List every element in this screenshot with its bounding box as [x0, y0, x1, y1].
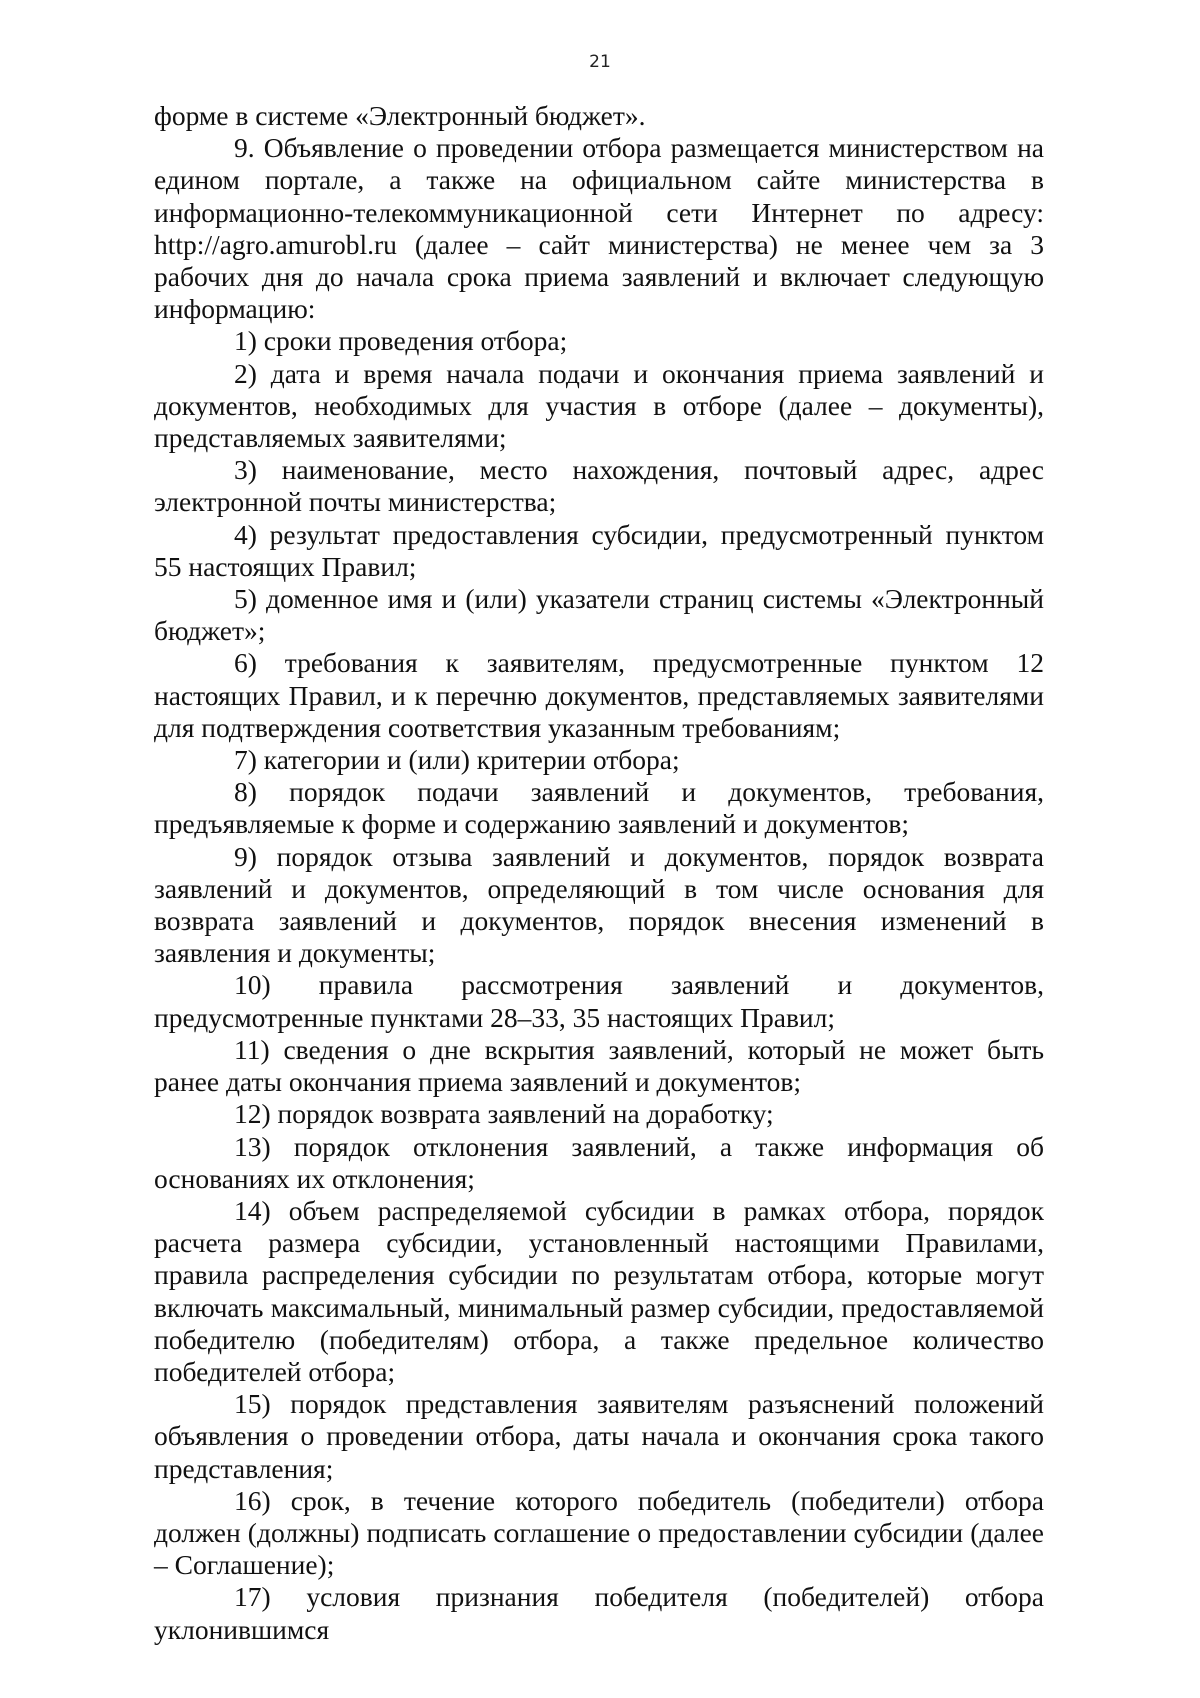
list-item-7: 7) категории и (или) критерии отбора; — [234, 744, 680, 776]
list-item-16: 16) срок, в течение которого победитель (победители) отбора должен (должны) подписать соглашение о предоставлении субсидии (далее – Соглашение); — [154, 1484, 1044, 1581]
list-item-17: 17) условия признания победителя (победителей) отбора уклонившимся — [154, 1581, 1044, 1645]
page-number: 21 — [589, 52, 611, 72]
list-item-6: 6) требования к заявителям, предусмотренные пунктом 12 настоящих Правил, и к перечню документов, представляемых заявителями для подтверждения соответствия указанным требованиям; — [154, 647, 1044, 743]
list-item-1: 1) сроки проведения отбора; — [234, 325, 568, 357]
list-item-4: 4) результат предоставления субсидии, предусмотренный пунктом 55 настоящих Правил; — [154, 518, 1044, 582]
list-item-12: 12) порядок возврата заявлений на доработку; — [234, 1098, 774, 1130]
list-item-8: 8) порядок подачи заявлений и документов, требования, предъявляемые к форме и содержанию заявлений и документов; — [154, 776, 1044, 840]
list-item-14: 14) объем распределяемой субсидии в рамках отбора, порядок расчета размера субсидии, установленный настоящими Правилами, правила распределения субсидии по результатам отбора, которые могут включать максимальный, минимальный размер субсидии, предоставляемой победителю (победителям) отбора, а также предельное количество победителей отбора; — [154, 1194, 1044, 1387]
list-item-15: 15) порядок представления заявителям разъяснений положений объявления о проведении отбора, даты начала и окончания срока такого представления; — [154, 1388, 1044, 1484]
list-item-11: 11) сведения о дне вскрытия заявлений, который не может быть ранее даты окончания приема заявлений и документов; — [154, 1033, 1044, 1098]
list-item-9: 9) порядок отзыва заявлений и документов, порядок возврата заявлений и документов, определяющий в том числе основания для возврата заявлений и документов, порядок внесения изменений в заявления и документы; — [154, 840, 1044, 969]
list-item-13: 13) порядок отклонения заявлений, а также информация об основаниях их отклонения; — [154, 1130, 1044, 1194]
paragraph-item-9: 9. Объявление о проведении отбора размещается министерством на едином портале, а также на официальном сайте министерства в информационно-телекоммуникационной сети Интернет по адресу: http://agro.amurobl.ru (далее – сайт министерства) не менее чем за 3 рабочих дня до начала срока приема заявлений и включает следующую информацию: — [154, 132, 1044, 325]
list-item-5: 5) доменное имя и (или) указатели страниц системы «Электронный бюджет»; — [154, 583, 1044, 647]
list-item-10: 10) правила рассмотрения заявлений и документов, предусмотренные пунктами 28–33, 35 настоящих Правил; — [154, 969, 1044, 1033]
list-item-3: 3) наименование, место нахождения, почтовый адрес, адрес электронной почты министерства; — [154, 454, 1044, 518]
document-body — [154, 100, 1044, 1646]
list-item-2: 2) дата и время начала подачи и окончания приема заявлений и документов, необходимых для участия в отборе (далее – документы), представляемых заявителями; — [154, 357, 1044, 454]
paragraph-continuation: форме в системе «Электронный бюджет». — [154, 100, 646, 131]
